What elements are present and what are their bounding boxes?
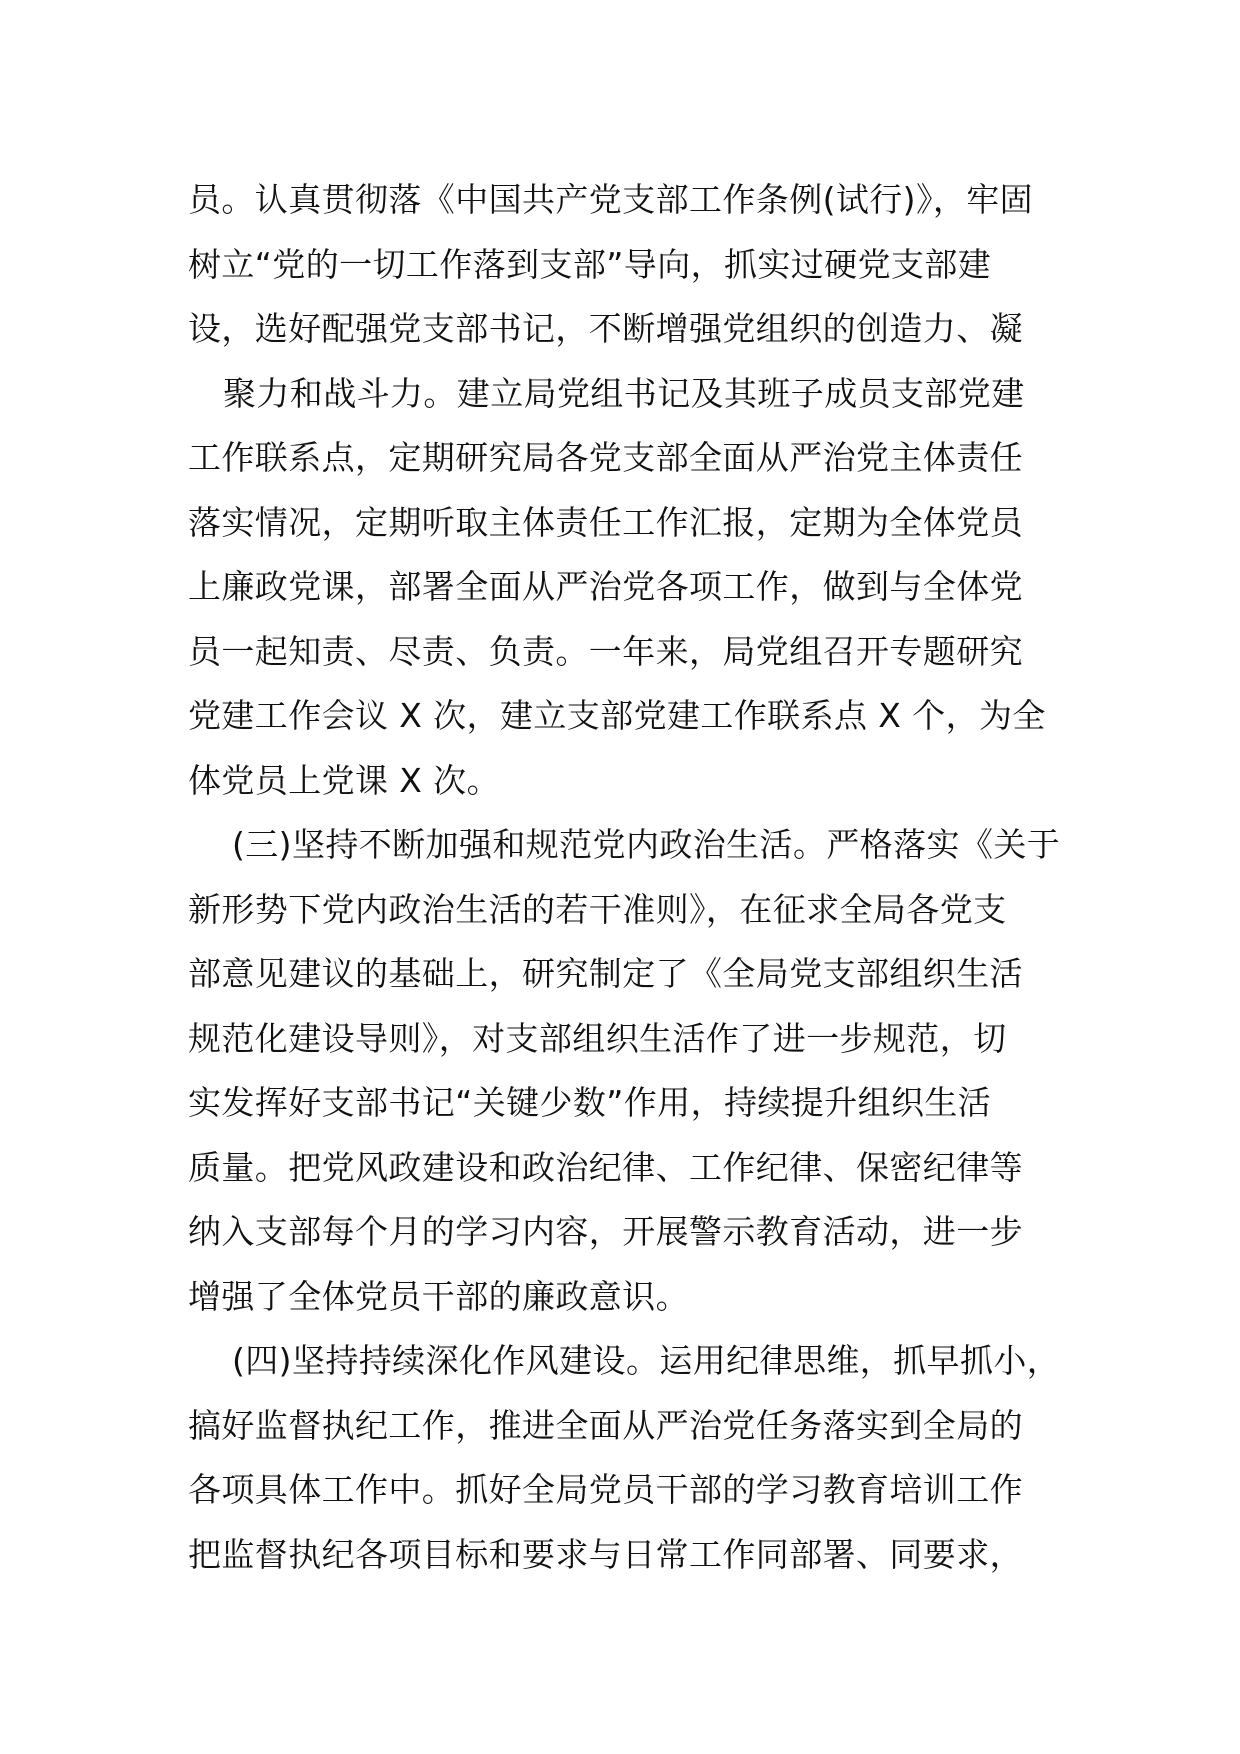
text-line: 聚力和战斗力。建立局党组书记及其班子成员支部党建 (223, 373, 1025, 413)
text-line: 员。认真贯彻落《中国共产党支部工作条例(试行)》，牢固 (188, 180, 1034, 219)
text-line: 搞好监督执纪工作，推进全面从严治党任务落实到全局的 (188, 1405, 1023, 1445)
section-heading-line: (四)坚持持续深化作风建设。运用纪律思维，抓早抓小， (232, 1341, 1061, 1380)
section-heading-line: (三)坚持不断加强和规范党内政治生活。严格落实《关于 (232, 825, 1061, 864)
text-line: 上廉政党课，部署全面从严治党各项工作，做到与全体党 (188, 567, 1023, 606)
text-line: 树立“党的一切工作落到支部”导向，抓实过硬党支部建 (188, 244, 992, 284)
text-line: 工作联系点，定期研究局各党支部全面从严治党主体责任 (188, 438, 1023, 477)
text-line: 把监督执纪各项目标和要求与日常工作同部署、同要求， (188, 1534, 1023, 1574)
body-text (188, 168, 1061, 1587)
text-line: 落实情况，定期听取主体责任工作汇报，定期为全体党员 (188, 502, 1023, 542)
text-line: 实发挥好支部书记“关键少数”作用，持续提升组织生活 (188, 1083, 992, 1122)
text-line: 体党员上党课 X 次。 (188, 760, 500, 800)
text-line: 各项具体工作中。抓好全局党员干部的学习教育培训工作 (188, 1470, 1023, 1509)
text-line: 质量。把党风政建设和政治纪律、工作纪律、保密纪律等 (188, 1147, 1023, 1187)
text-line: 设，选好配强党支部书记，不断增强党组织的创造力、凝 (188, 309, 1023, 348)
text-line: 党建工作会议 X 次，建立支部党建工作联系点 X 个，为全 (188, 696, 1046, 735)
text-line: 新形势下党内政治生活的若干准则》，在征求全局各党支 (188, 889, 1007, 929)
text-line: 纳入支部每个月的学习内容，开展警示教育活动，进一步 (188, 1212, 1023, 1251)
text-line: 规范化建设导则》，对支部组织生活作了进一步规范，切 (188, 1018, 1007, 1058)
text-line: 员一起知责、尽责、负责。一年来，局党组召开专题研究 (188, 631, 1023, 671)
text-line: 增强了全体党员干部的廉政意识。 (188, 1276, 689, 1316)
text-line: 部意见建议的基础上，研究制定了《全局党支部组织生活 (188, 954, 1023, 993)
